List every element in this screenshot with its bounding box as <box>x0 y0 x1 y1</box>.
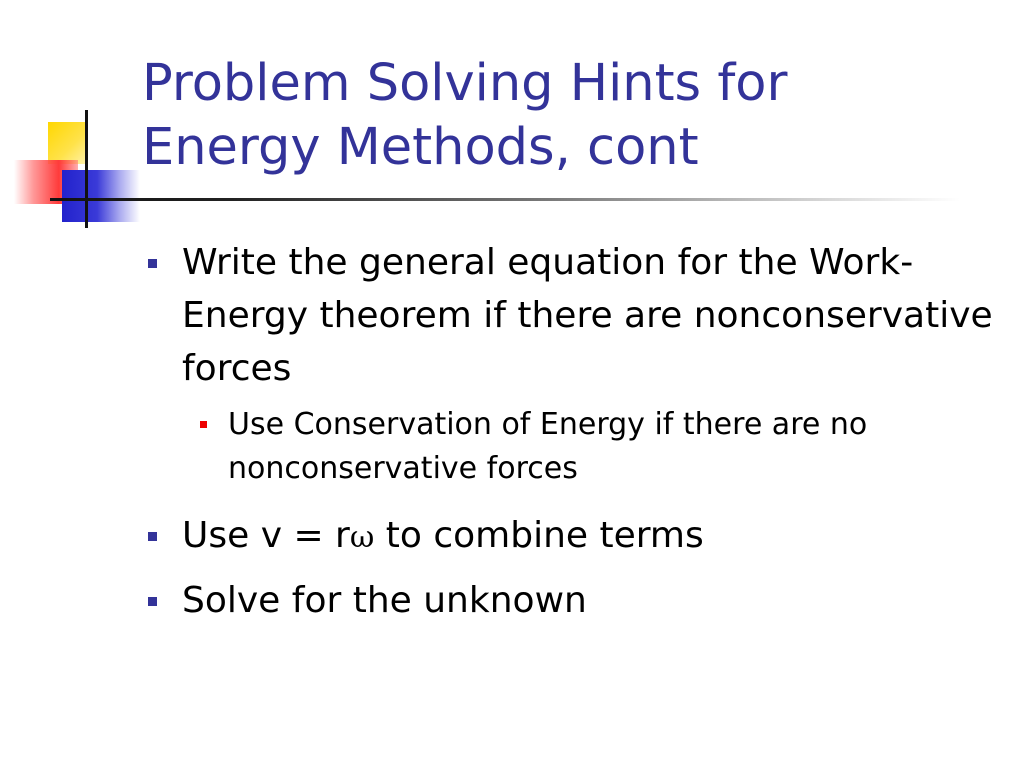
title-line-2: Energy Methods, cont <box>142 118 699 177</box>
slide-title <box>142 52 1002 180</box>
title-underline <box>50 198 960 201</box>
bullet-item <box>142 574 1002 627</box>
bullet-square-icon <box>148 532 157 541</box>
bullet-square-icon <box>148 597 157 606</box>
logo-yellow-square <box>48 122 86 164</box>
bullet-text-before: Use v = r <box>182 515 350 556</box>
bullet-list <box>142 236 1002 637</box>
sub-bullet-item <box>182 403 1002 491</box>
omega-symbol: ω <box>349 520 375 555</box>
logo-blue-square <box>62 170 140 222</box>
bullet-text-after: to combine terms <box>374 515 704 556</box>
bullet-square-icon <box>148 259 157 268</box>
sub-bullet-text: Use Conservation of Energy if there are no nonconservative forces <box>228 407 868 486</box>
logo-vertical-line <box>85 110 88 228</box>
bullet-item <box>142 509 1002 564</box>
sub-bullet-list <box>182 403 1002 491</box>
bullet-text: Write the general equation for the Work-Energy theorem if there are nonconservative forces <box>182 242 993 389</box>
bullet-text: Solve for the unknown <box>182 580 587 621</box>
sub-bullet-square-icon <box>200 421 207 428</box>
bullet-item <box>142 236 1002 491</box>
logo-graphic <box>0 0 140 240</box>
title-line-1: Problem Solving Hints for <box>142 54 788 113</box>
